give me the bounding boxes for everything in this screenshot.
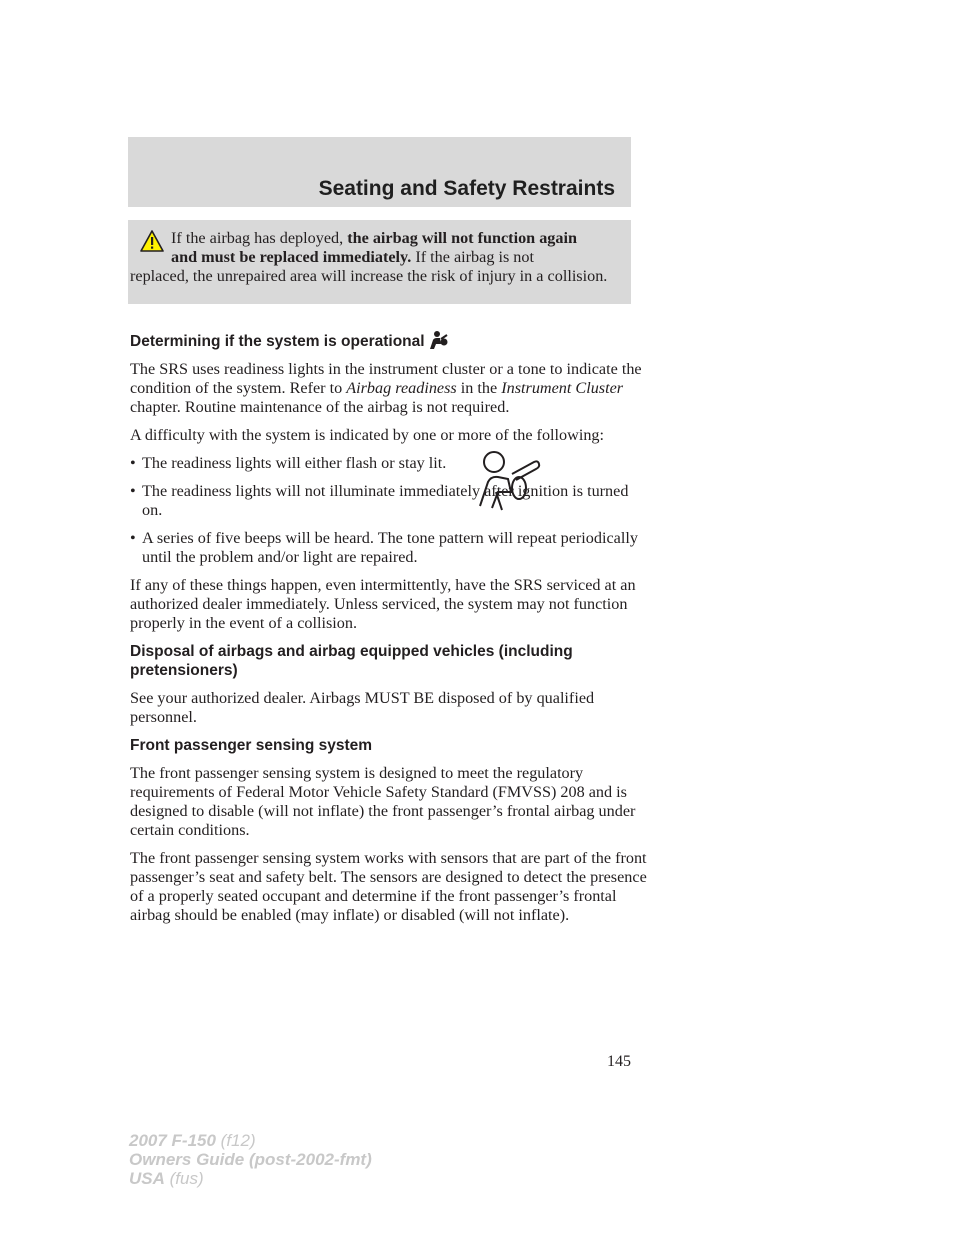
warning-rest: replaced, the unrepaired area will increase the risk of injury in a collision. xyxy=(130,267,608,285)
link-instrument-cluster: Instrument Cluster xyxy=(501,379,624,397)
chapter-title: Seating and Safety Restraints xyxy=(318,177,615,200)
warning-text xyxy=(130,229,626,286)
airbag-warning-icon xyxy=(472,448,542,516)
paragraph-sensing-2: The front passenger sensing system works with sensors that are part of the front passenger’s seat and safety belt. The sensors are designed to detect the presence of a properly seated occupant and determine if the front passenger’s frontal airbag should be enabled (may inflate) or disabled (will not inflate). xyxy=(130,849,647,924)
warning-lead: If the airbag has deployed, xyxy=(171,229,348,247)
paragraph-srs: The SRS uses readiness lights in the instrument cluster or a tone to indicate the condition of the system. Refer to Airbag readiness in the Instrument Cluster chapter. Routine maintenance of the airbag is not required. xyxy=(130,360,642,416)
paragraph-sensing-1: The front passenger sensing system is designed to meet the regulatory requirements of Federal Motor Vehicle Safety Standard (FMVSS) 208 and is designed to disable (will not inflate) the front passenger’s frontal airbag under certain conditions. xyxy=(130,764,636,839)
list-item: • The readiness lights will either flash or stay lit. xyxy=(130,454,447,472)
chapter-header xyxy=(128,137,631,207)
paragraph-disposal: See your authorized dealer. Airbags MUST BE disposed of by qualified personnel. xyxy=(130,689,595,726)
list-item: • The readiness lights will not illuminate immediately after ignition is turned on. xyxy=(130,482,629,519)
page-number: 145 xyxy=(607,1053,631,1070)
section-heading-disposal: Disposal of airbags and airbag equipped vehicles (including pretensioners) xyxy=(130,643,573,679)
warning-box xyxy=(128,220,631,304)
section-heading-operational: Determining if the system is operational xyxy=(130,330,650,351)
airbag-readiness-icon xyxy=(427,330,449,350)
warning-bold-2: and must be replaced immediately. xyxy=(171,248,412,266)
section-heading-passenger-sensing: Front passenger sensing system xyxy=(130,737,373,754)
warning-tail: If the airbag is not xyxy=(411,248,534,266)
warning-bold-1: the airbag will not function again xyxy=(347,229,577,247)
link-airbag-readiness: Airbag readiness xyxy=(346,379,457,397)
page-content xyxy=(130,330,650,925)
document-footer: 2007 F-150 (f12) Owners Guide (post-2002-fmt) USA (fus) xyxy=(129,1131,372,1188)
paragraph-difficulty: A difficulty with the system is indicated by one or more of the following: xyxy=(130,426,605,444)
paragraph-service: If any of these things happen, even intermittently, have the SRS serviced at an authorized dealer immediately. Unless serviced, the system may not function properly in the event of a collision. xyxy=(130,576,636,632)
list-item: • A series of five beeps will be heard. The tone pattern will repeat periodically until the problem and/or light are repaired. xyxy=(130,529,638,566)
